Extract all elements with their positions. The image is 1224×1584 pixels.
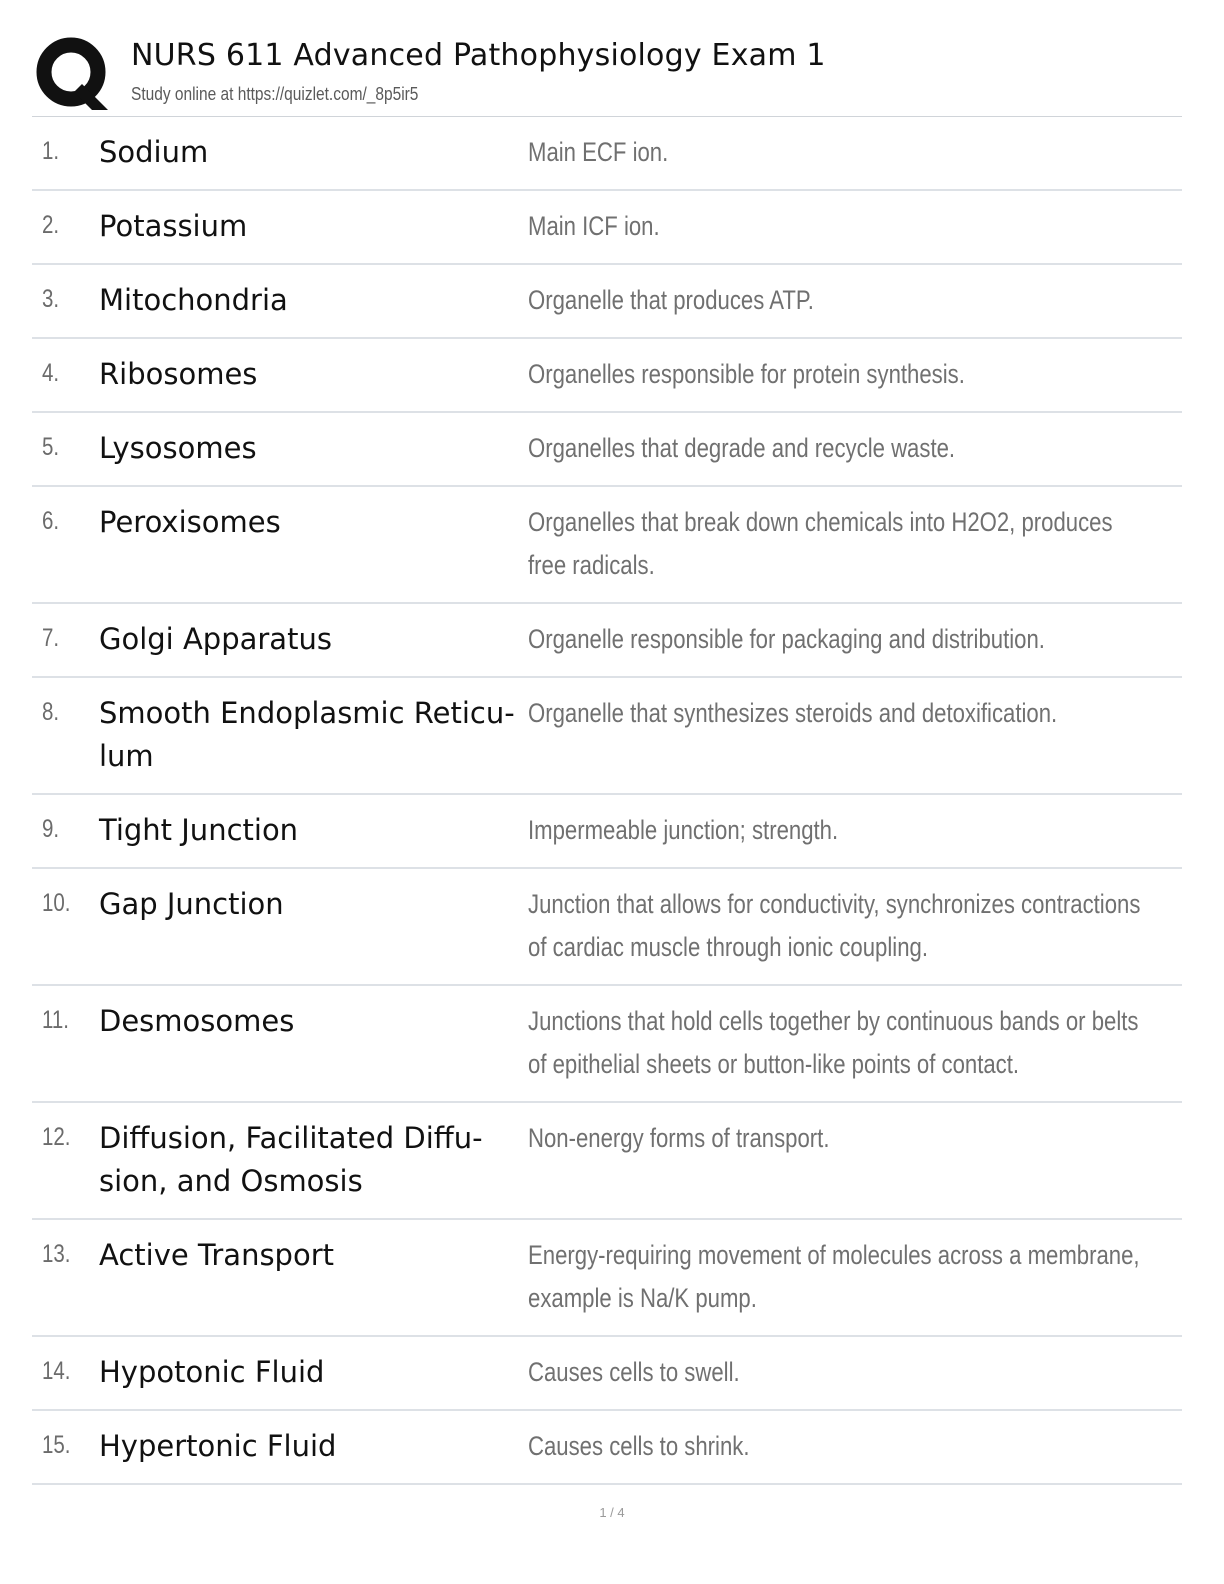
card-definition: Junctions that hold cells together by continuous bands or belts of epithelial sheets or button-like points of contact. <box>528 1006 1139 1079</box>
card-term: Gap Junction <box>99 887 284 921</box>
card-term: Peroxisomes <box>99 505 281 539</box>
quizlet-logo-icon <box>34 34 112 112</box>
card-definition: Impermeable junction; strength. <box>528 815 839 845</box>
card-number: 2. <box>42 211 60 239</box>
card-definition: Causes cells to shrink. <box>528 1431 750 1461</box>
card-row <box>32 678 1182 795</box>
card-number: 13. <box>42 1240 71 1268</box>
card-row <box>32 604 1182 678</box>
card-definition: Energy-requiring movement of molecules across a membrane, example is Na/K pump. <box>528 1240 1140 1313</box>
page-number: 1 / 4 <box>599 1505 625 1520</box>
card-row <box>32 795 1182 869</box>
card-number: 15. <box>42 1431 71 1459</box>
study-online-link[interactable]: Study online at https://quizlet.com/_8p5ir5 <box>131 84 419 104</box>
card-row <box>32 191 1182 265</box>
page-header <box>32 30 1182 116</box>
card-number: 7. <box>42 624 60 652</box>
card-term: Golgi Apparatus <box>99 622 332 656</box>
card-term: Lysosomes <box>99 431 257 465</box>
card-row <box>32 1337 1182 1411</box>
card-number: 12. <box>42 1123 71 1151</box>
card-row <box>32 1220 1182 1337</box>
card-definition: Non-energy forms of transport. <box>528 1123 830 1153</box>
card-term: Desmosomes <box>99 1004 295 1038</box>
card-row <box>32 413 1182 487</box>
card-number: 6. <box>42 507 60 535</box>
page-title: NURS 611 Advanced Pathophysiology Exam 1 <box>131 38 826 73</box>
card-definition: Organelles that degrade and recycle waste. <box>528 433 956 463</box>
card-definition: Main ECF ion. <box>528 137 669 167</box>
card-row <box>32 1411 1182 1485</box>
card-row <box>32 265 1182 339</box>
card-term: Diffusion, Facilitated Diffu- sion, and Osmosis <box>99 1121 483 1198</box>
card-term: Tight Junction <box>99 813 299 847</box>
card-number: 10. <box>42 889 71 917</box>
card-term: Mitochondria <box>99 283 288 317</box>
card-definition: Main ICF ion. <box>528 211 660 241</box>
card-definition: Organelles that break down chemicals into H2O2, produces free radicals. <box>528 507 1113 580</box>
card-row <box>32 339 1182 413</box>
card-definition: Organelle that synthesizes steroids and detoxification. <box>528 698 1058 728</box>
card-term: Potassium <box>99 209 248 243</box>
card-number: 14. <box>42 1357 71 1385</box>
card-number: 4. <box>42 359 60 387</box>
card-definition: Organelles responsible for protein synthesis. <box>528 359 965 389</box>
card-number: 1. <box>42 137 60 165</box>
card-term: Smooth Endoplasmic Reticu- lum <box>99 696 515 773</box>
term-list <box>32 116 1182 1485</box>
card-number: 8. <box>42 698 60 726</box>
card-term: Ribosomes <box>99 357 258 391</box>
card-definition: Organelle responsible for packaging and distribution. <box>528 624 1045 654</box>
card-row <box>32 1103 1182 1220</box>
card-term: Hypertonic Fluid <box>99 1429 337 1463</box>
card-number: 3. <box>42 285 60 313</box>
card-row <box>32 869 1182 986</box>
card-number: 5. <box>42 433 60 461</box>
card-term: Active Transport <box>99 1238 335 1272</box>
card-number: 11. <box>42 1006 69 1034</box>
card-definition: Causes cells to swell. <box>528 1357 740 1387</box>
card-definition: Junction that allows for conductivity, synchronizes contractions of cardiac muscle through ionic coupling. <box>528 889 1141 962</box>
card-definition: Organelle that produces ATP. <box>528 285 814 315</box>
card-number: 9. <box>42 815 60 843</box>
card-term: Sodium <box>99 135 209 169</box>
card-row <box>32 117 1182 191</box>
card-row <box>32 986 1182 1103</box>
card-term: Hypotonic Fluid <box>99 1355 325 1389</box>
card-row <box>32 487 1182 604</box>
